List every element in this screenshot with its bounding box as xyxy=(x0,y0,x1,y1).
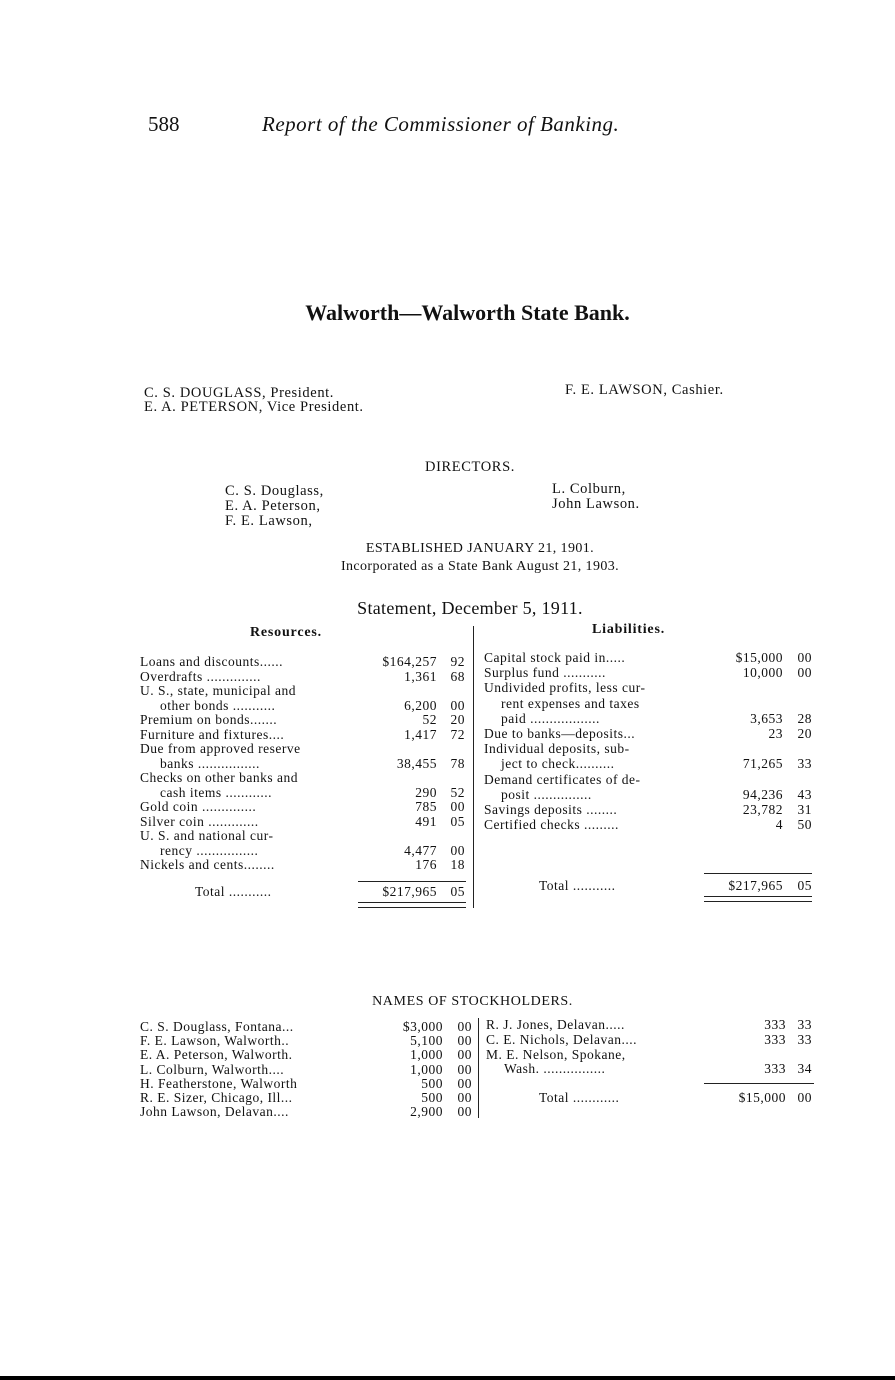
stockholders-right xyxy=(486,1018,816,1128)
row-label: Total ........... xyxy=(195,883,272,899)
row-cents: 33 xyxy=(797,756,812,772)
row-cents: 43 xyxy=(797,786,812,802)
row-dollars: 785 xyxy=(415,799,437,814)
row-dollars: 4 xyxy=(775,817,783,833)
row-label: Demand certificates of de- xyxy=(484,771,641,787)
row-cents: 68 xyxy=(450,668,465,684)
statement-title: Statement, December 5, 1911. xyxy=(357,598,583,618)
row-label: Surplus fund ........... xyxy=(484,665,606,681)
row-label: cash items ............ xyxy=(160,784,272,800)
row-cents: 00 xyxy=(797,1090,812,1105)
row-cents: 92 xyxy=(450,654,465,669)
total-double-rule xyxy=(704,896,812,902)
row-dollars: 23,782 xyxy=(742,802,783,817)
directors-left xyxy=(225,484,324,529)
row-label: Overdrafts .............. xyxy=(140,668,261,684)
officer-cashier: F. E. LAWSON, Cashier. xyxy=(565,382,724,398)
row-dollars: 6,200 xyxy=(404,697,437,713)
officer-president: C. S. DOUGLASS, President. xyxy=(144,385,335,401)
row-cents: 00 xyxy=(457,1061,472,1077)
liabilities-table xyxy=(484,651,814,911)
row-label: Loans and discounts...... xyxy=(140,654,283,669)
row-cents: 33 xyxy=(797,1017,812,1032)
row-cents: 00 xyxy=(797,665,812,681)
row-cents: 33 xyxy=(797,1031,812,1047)
row-dollars: $164,257 xyxy=(382,654,437,669)
stockholders-left xyxy=(140,1020,475,1130)
row-dollars: 38,455 xyxy=(396,755,437,771)
row-label: Individual deposits, sub- xyxy=(484,741,630,757)
row-label: banks ................ xyxy=(160,755,260,771)
row-label: Total ........... xyxy=(539,878,616,893)
row-dollars: $217,965 xyxy=(382,883,437,899)
row-dollars: 1,000 xyxy=(410,1061,443,1077)
total-double-rule xyxy=(358,902,466,908)
row-dollars: 23 xyxy=(768,726,783,741)
running-title: Report of the Commissioner of Banking. xyxy=(262,112,620,136)
row-label: other bonds ........... xyxy=(160,697,276,713)
row-label: Checks on other banks and xyxy=(140,770,298,785)
director-name: L. Colburn, xyxy=(552,481,626,497)
row-label: Savings deposits ........ xyxy=(484,802,618,817)
stockholders-divider xyxy=(478,1018,479,1118)
row-label: F. E. Lawson, Walworth.. xyxy=(140,1033,290,1049)
row-cents: 20 xyxy=(450,712,465,727)
row-dollars: 290 xyxy=(415,784,437,800)
established-line: ESTABLISHED JANUARY 21, 1901. xyxy=(365,541,595,556)
row-dollars: 500 xyxy=(421,1090,443,1105)
row-label: E. A. Peterson, Walworth. xyxy=(140,1047,293,1063)
incorporated-line: Incorporated as a State Bank August 21, 1903. xyxy=(340,559,620,574)
row-label: U. S. and national cur- xyxy=(140,828,274,843)
row-cents: 00 xyxy=(450,842,465,858)
director-name: C. S. Douglass, xyxy=(225,483,324,499)
row-cents: 50 xyxy=(797,817,812,833)
row-label: C. S. Douglass, Fontana... xyxy=(140,1019,294,1034)
column-divider xyxy=(473,626,474,908)
row-cents: 52 xyxy=(450,784,465,800)
row-dollars: 333 xyxy=(764,1031,786,1047)
row-label: R. E. Sizer, Chicago, Ill... xyxy=(140,1090,293,1105)
subtotal-rule xyxy=(358,881,466,882)
row-cents: 05 xyxy=(797,878,812,893)
row-cents: 28 xyxy=(797,710,812,726)
row-dollars: 1,361 xyxy=(404,668,437,684)
row-dollars: 1,000 xyxy=(410,1047,443,1063)
row-label: Capital stock paid in..... xyxy=(484,650,626,665)
row-label: H. Featherstone, Walworth xyxy=(140,1075,298,1091)
row-dollars: 500 xyxy=(421,1075,443,1091)
row-label: Due from approved reserve xyxy=(140,741,301,756)
row-cents: 00 xyxy=(457,1047,472,1063)
row-cents: 34 xyxy=(797,1061,812,1077)
bank-title: Walworth—Walworth State Bank. xyxy=(305,300,630,325)
row-dollars: 2,900 xyxy=(410,1104,443,1120)
row-dollars: $15,000 xyxy=(735,650,783,665)
row-cents: 00 xyxy=(797,650,812,665)
row-dollars: 10,000 xyxy=(742,665,783,681)
row-cents: 00 xyxy=(450,697,465,713)
officer-vice-president: E. A. PETERSON, Vice President. xyxy=(144,399,364,415)
row-label: rent expenses and taxes xyxy=(501,695,640,711)
row-label: Certified checks ......... xyxy=(484,817,619,833)
row-label: Premium on bonds....... xyxy=(140,712,278,727)
row-dollars: 94,236 xyxy=(742,786,783,802)
row-cents: 05 xyxy=(450,883,465,899)
director-name: John Lawson. xyxy=(552,496,640,512)
row-dollars: 4,477 xyxy=(404,842,437,858)
row-cents: 00 xyxy=(457,1075,472,1091)
page-number: 588 xyxy=(148,112,180,136)
row-label: Due to banks—deposits... xyxy=(484,726,636,741)
row-cents: 00 xyxy=(457,1090,472,1105)
row-cents: 00 xyxy=(457,1033,472,1049)
row-label: posit ............... xyxy=(501,786,592,802)
row-dollars: 333 xyxy=(764,1017,786,1032)
row-label: Furniture and fixtures.... xyxy=(140,726,285,742)
row-label: M. E. Nelson, Spokane, xyxy=(486,1046,626,1062)
directors-heading: DIRECTORS. xyxy=(425,459,515,475)
row-label: L. Colburn, Walworth.... xyxy=(140,1061,285,1077)
row-dollars: $3,000 xyxy=(402,1019,443,1034)
director-name: F. E. Lawson, xyxy=(225,513,313,529)
row-cents: 31 xyxy=(797,802,812,817)
row-label: Gold coin .............. xyxy=(140,799,257,814)
row-cents: 78 xyxy=(450,755,465,771)
row-cents: 05 xyxy=(450,813,465,829)
row-cents: 18 xyxy=(450,857,465,872)
row-dollars: $15,000 xyxy=(738,1090,786,1105)
page-bottom-edge xyxy=(0,1376,895,1380)
row-label: Silver coin ............. xyxy=(140,813,259,829)
subtotal-rule xyxy=(704,1083,814,1084)
row-dollars: 52 xyxy=(422,712,437,727)
row-label: Wash. ................ xyxy=(504,1061,606,1077)
row-cents: 00 xyxy=(457,1019,472,1034)
row-cents: 00 xyxy=(450,799,465,814)
subtotal-rule xyxy=(704,873,812,874)
row-label: ject to check.......... xyxy=(501,756,615,772)
row-label: U. S., state, municipal and xyxy=(140,683,296,698)
row-cents: 00 xyxy=(457,1104,472,1120)
row-dollars: 491 xyxy=(415,813,437,829)
stockholders-heading: NAMES OF STOCKHOLDERS. xyxy=(372,994,573,1009)
resources-table xyxy=(140,655,470,915)
director-name: E. A. Peterson, xyxy=(225,498,321,514)
row-cents: 72 xyxy=(450,726,465,742)
row-dollars: 176 xyxy=(415,857,437,872)
liabilities-heading: Liabilities. xyxy=(592,622,665,637)
row-dollars: 333 xyxy=(764,1061,786,1077)
row-label: R. J. Jones, Delavan..... xyxy=(486,1017,625,1032)
row-label: Undivided profits, less cur- xyxy=(484,680,646,696)
row-label: John Lawson, Delavan.... xyxy=(140,1104,289,1120)
row-dollars: 3,653 xyxy=(750,710,783,726)
row-label: Total ............ xyxy=(539,1090,620,1105)
row-cents: 20 xyxy=(797,726,812,741)
row-label: paid .................. xyxy=(501,710,600,726)
row-dollars: 1,417 xyxy=(404,726,437,742)
row-label: C. E. Nichols, Delavan.... xyxy=(486,1031,637,1047)
resources-heading: Resources. xyxy=(250,625,322,640)
row-label: Nickels and cents........ xyxy=(140,857,275,872)
directors-right xyxy=(552,482,640,512)
row-dollars: $217,965 xyxy=(728,878,783,893)
row-label: rency ................ xyxy=(160,842,259,858)
row-dollars: 71,265 xyxy=(742,756,783,772)
row-dollars: 5,100 xyxy=(410,1033,443,1049)
